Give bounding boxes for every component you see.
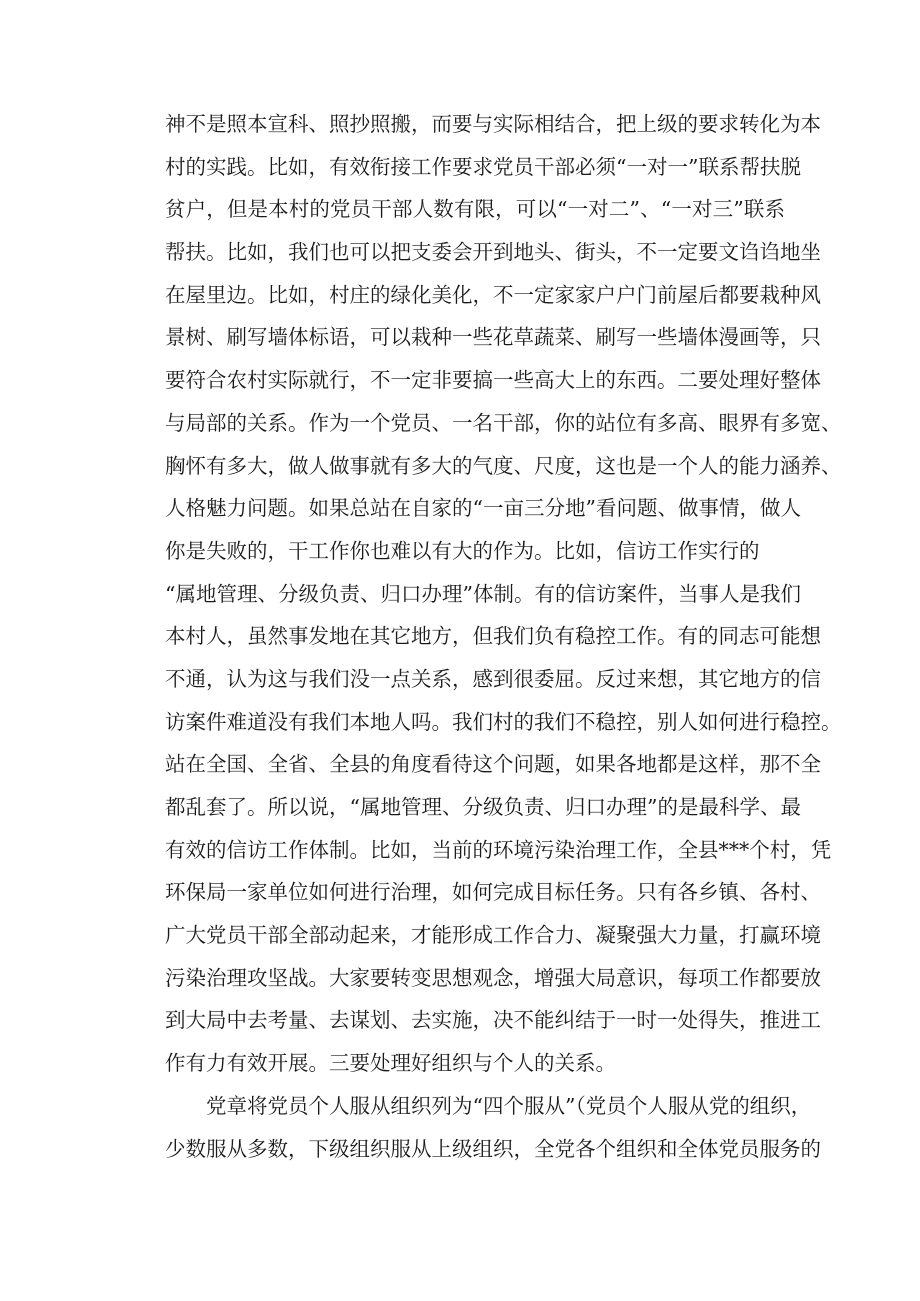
text-line: 帮扶。比如，我们也可以把支委会开到地头、街头，不一定要文诌诌地坐 bbox=[165, 240, 821, 265]
text-line: 站在全国、全省、全县的角度看待这个问题，如果各地都是这样，那不全 bbox=[165, 752, 821, 777]
text-line: 你是失败的，干工作你也难以有大的作为。比如，信访工作实行的 bbox=[165, 538, 760, 563]
text-line: 到大局中去考量、去谋划、去实施，决不能纠结于一时一处得失，推进工 bbox=[165, 1008, 821, 1033]
text-line: 广大党员干部全部动起来，才能形成工作合力、凝聚强大力量，打赢环境 bbox=[165, 923, 821, 948]
text-line: 神不是照本宣科、照抄照搬，而要与实际相结合，把上级的要求转化为本 bbox=[165, 112, 821, 136]
text-line: 都乱套了。所以说，“属地管理、分级负责、归口办理”的是最科学、最 bbox=[165, 795, 801, 819]
text-line: 少数服从多数，下级组织服从上级组织，全党各个组织和全体党员服务的 bbox=[165, 1136, 821, 1161]
text-line: 不通，认为这与我们没一点关系，感到很委屈。反过来想，其它地方的信 bbox=[165, 666, 821, 691]
text-line: 与局部的关系。作为一个党员、一名干部，你的站位有多高、眼界有多宽、 bbox=[165, 410, 842, 435]
text-line: 人格魅力问题。如果总站在自家的“一亩三分地”看问题、做事情，做人 bbox=[165, 496, 801, 521]
paragraph-2 bbox=[165, 1085, 821, 1170]
text-line: 胸怀有多大，做人做事就有多大的气度、尺度，这也是一个人的能力涵养、 bbox=[165, 453, 842, 478]
text-line: 在屋里边。比如，村庄的绿化美化，不一定家家户户门前屋后都要栽种风 bbox=[165, 282, 821, 307]
paragraph-1 bbox=[165, 103, 842, 1085]
text-line: “属地管理、分级负责、归口办理”体制。有的信访案件，当事人是我们 bbox=[165, 581, 801, 606]
text-line: 党章将党员个人服从组织列为“四个服从”（党员个人服从党的组织， bbox=[206, 1093, 812, 1118]
text-line: 污染治理攻坚战。大家要转变思想观念，增强大局意识，每项工作都要放 bbox=[165, 965, 821, 990]
text-line: 环保局一家单位如何进行治理，如何完成目标任务。只有各乡镇、各村、 bbox=[165, 880, 821, 905]
text-line: 访案件难道没有我们本地人吗。我们村的我们不稳控，别人如何进行稳控。 bbox=[165, 709, 842, 734]
text-line: 村的实践。比如，有效衔接工作要求党员干部必须“一对一”联系帮扶脱 bbox=[165, 154, 801, 179]
text-line: 本村人，虽然事发地在其它地方，但我们负有稳控工作。有的同志可能想 bbox=[165, 624, 821, 649]
text-line: 贫户，但是本村的党员干部人数有限，可以“一对二”、“一对三”联系 bbox=[165, 197, 785, 222]
text-line: 有效的信访工作体制。比如，当前的环境污染治理工作，全县***个村，凭 bbox=[165, 837, 832, 862]
body-text bbox=[165, 103, 842, 1170]
text-line: 要符合农村实际就行，不一定非要搞一些高大上的东西。二要处理好整体 bbox=[165, 368, 821, 393]
text-line: 景树、刷写墙体标语，可以栽种一些花草蔬菜、刷写一些墙体漫画等，只 bbox=[165, 325, 821, 350]
text-line: 作有力有效开展。三要处理好组织与个人的关系。 bbox=[165, 1051, 616, 1076]
